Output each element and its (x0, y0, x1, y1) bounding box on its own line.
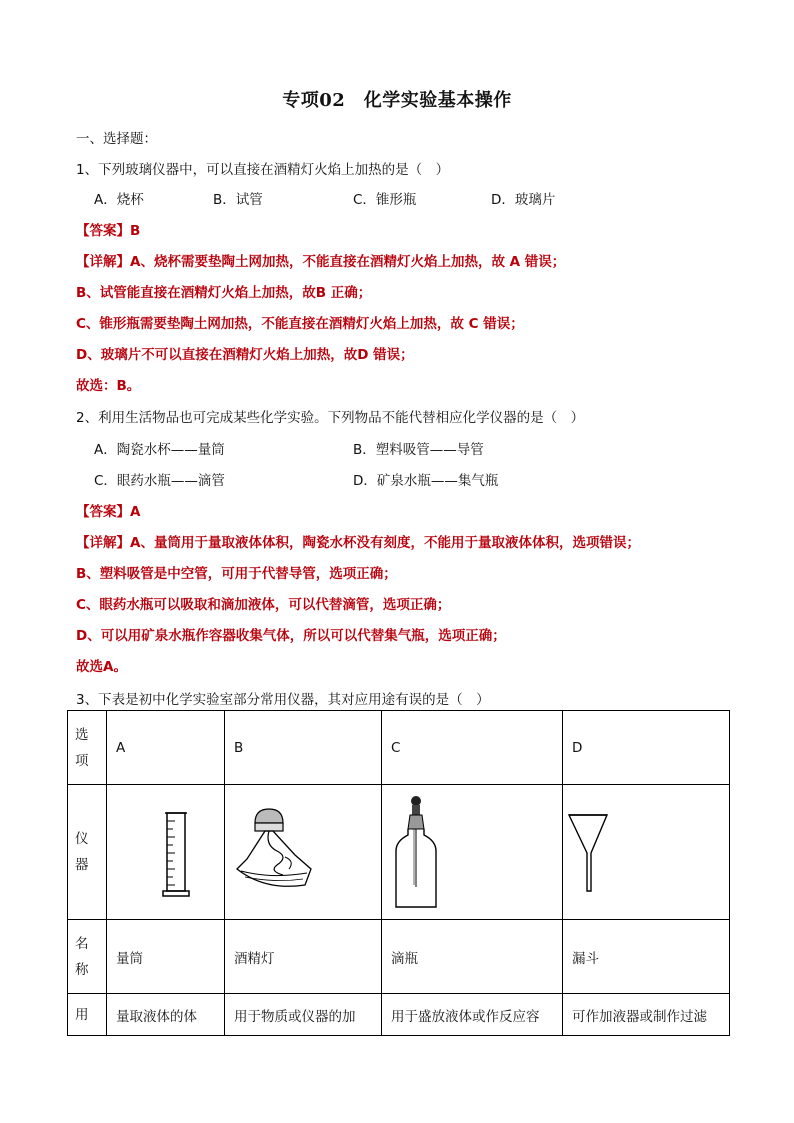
question-2-explain-line: C、眼药水瓶可以吸取和滴加液体，可以代替滴管，选项正确； (76, 597, 451, 613)
row-header-use: 用 (68, 994, 107, 1036)
question-2-stem: 2、利用生活物品也可完成某些化学实验。下列物品不能代替相应化学仪器的是（ ） (76, 410, 585, 426)
table-row-instruments (68, 785, 730, 920)
dropper-bottle-icon (382, 785, 562, 919)
question-3-stem: 3、下表是初中化学实验室部分常用仪器，其对应用途有误的是（ ） (76, 692, 490, 708)
question-1-option-b: B．试管 (213, 192, 263, 208)
alcohol-lamp-icon (225, 785, 381, 919)
question-2-explain-line: 故选A。 (76, 659, 127, 675)
question-1-explain-line: 【详解】A、烧杯需要垫陶土网加热，不能直接在酒精灯火焰上加热，故 A 错误； (76, 254, 566, 270)
funnel-icon (563, 785, 729, 919)
question-2-option-d: D．矿泉水瓶——集气瓶 (353, 473, 499, 489)
question-1-explain-line: D、玻璃片不可以直接在酒精灯火焰上加热，故D 错误； (76, 347, 414, 363)
table-row-names (68, 920, 730, 994)
use-cell-a: 量取液体的体 (107, 994, 225, 1036)
question-1-explain-line: B、试管能直接在酒精灯火焰上加热，故B 正确； (76, 285, 372, 301)
option-cell-c: C (382, 711, 563, 785)
question-1-option-a: A．烧杯 (94, 192, 144, 208)
table-row-options (68, 711, 730, 785)
question-2-option-c: C．眼药水瓶——滴管 (94, 473, 225, 489)
option-cell-d: D (563, 711, 730, 785)
question-1-option-d: D．玻璃片 (491, 192, 556, 208)
option-cell-b: B (225, 711, 382, 785)
question-2-option-a: A．陶瓷水杯——量筒 (94, 442, 225, 458)
row-header-name: 名 称 (68, 920, 107, 994)
instrument-cell-d (563, 785, 730, 920)
question-1-stem: 1、下列玻璃仪器中，可以直接在酒精灯火焰上加热的是（ ） (76, 162, 450, 178)
question-1-answer: 【答案】B (76, 223, 141, 239)
use-cell-b: 用于物质或仪器的加 (225, 994, 382, 1036)
instrument-cell-b (225, 785, 382, 920)
question-2-explain-line: D、可以用矿泉水瓶作容器收集气体，所以可以代替集气瓶，选项正确； (76, 628, 506, 644)
question-2-option-b: B．塑料吸管——导管 (353, 442, 484, 458)
instrument-cell-c (382, 785, 563, 920)
use-cell-d: 可作加液器或制作过滤 (563, 994, 730, 1036)
row-header-option: 选 项 (68, 711, 107, 785)
graduated-cylinder-icon (107, 785, 224, 919)
question-2-explain-line: 【详解】A、量筒用于量取液体体积，陶瓷水杯没有刻度，不能用于量取液体体积，选项错误； (76, 535, 640, 551)
page-title: 专项02 化学实验基本操作 (282, 90, 512, 111)
question-1-explain-line: C、锥形瓶需要垫陶土网加热，不能直接在酒精灯火焰上加热，故 C 错误； (76, 316, 524, 332)
question-1-option-c: C．锥形瓶 (353, 192, 417, 208)
use-cell-c: 用于盛放液体或作反应容 (382, 994, 563, 1036)
instrument-cell-a (107, 785, 225, 920)
instrument-table (67, 710, 730, 1036)
question-2-explain-line: B、塑料吸管是中空管，可用于代替导管，选项正确； (76, 566, 397, 582)
question-1-explain-line: 故选：B。 (76, 378, 141, 394)
option-cell-a: A (107, 711, 225, 785)
name-cell-c: 滴瓶 (382, 920, 563, 994)
name-cell-d: 漏斗 (563, 920, 730, 994)
table-row-uses (68, 994, 730, 1036)
question-2-answer: 【答案】A (76, 504, 141, 520)
name-cell-b: 酒精灯 (225, 920, 382, 994)
row-header-instrument: 仪 器 (68, 785, 107, 920)
section-heading: 一、选择题： (76, 131, 157, 147)
name-cell-a: 量筒 (107, 920, 225, 994)
